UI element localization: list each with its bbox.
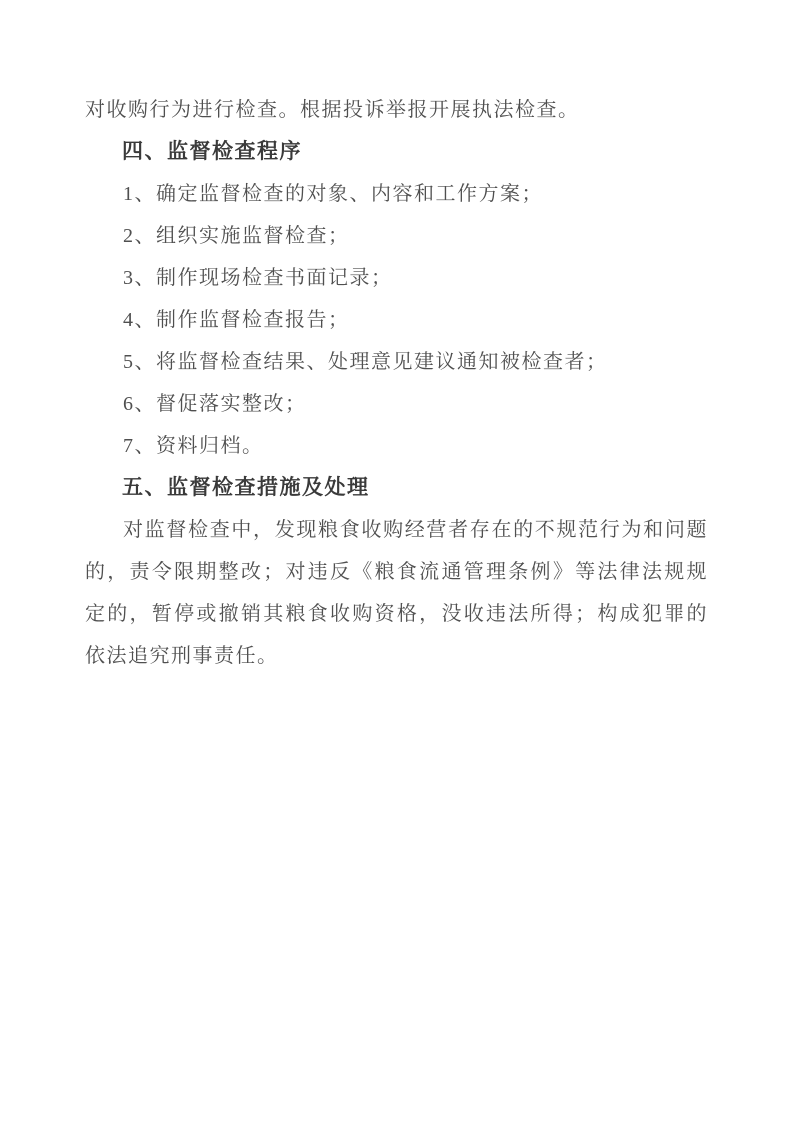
- procedure-item-3: 3、制作现场检查书面记录；: [123, 267, 393, 289]
- procedure-item-5: 5、将监督检查结果、处理意见建议通知被检查者；: [123, 351, 608, 373]
- measures-paragraph: 对监督检查中，发现粮食收购经营者存在的不规范行为和问题的，责令限期整改；对违反《粮食流通管理条例》等法律法规规定的，暂停或撤销其粮食收购资格，没收违法所得；构成犯罪的依法追究刑事责任。: [85, 519, 708, 667]
- procedure-item-6: 6、督促落实整改；: [123, 393, 307, 415]
- procedure-item-7: 7、资料归档。: [123, 435, 264, 457]
- procedure-item-2: 2、组织实施监督检查；: [123, 225, 350, 247]
- procedure-item-1: 1、确定监督检查的对象、内容和工作方案；: [123, 183, 543, 205]
- section-heading-4: 四、监督检查程序: [122, 140, 302, 163]
- section-heading-5: 五、监督检查措施及处理: [122, 476, 370, 499]
- continuation-paragraph: 对收购行为进行检查。根据投诉举报开展执法检查。: [85, 99, 580, 121]
- procedure-item-4: 4、制作监督检查报告；: [123, 309, 350, 331]
